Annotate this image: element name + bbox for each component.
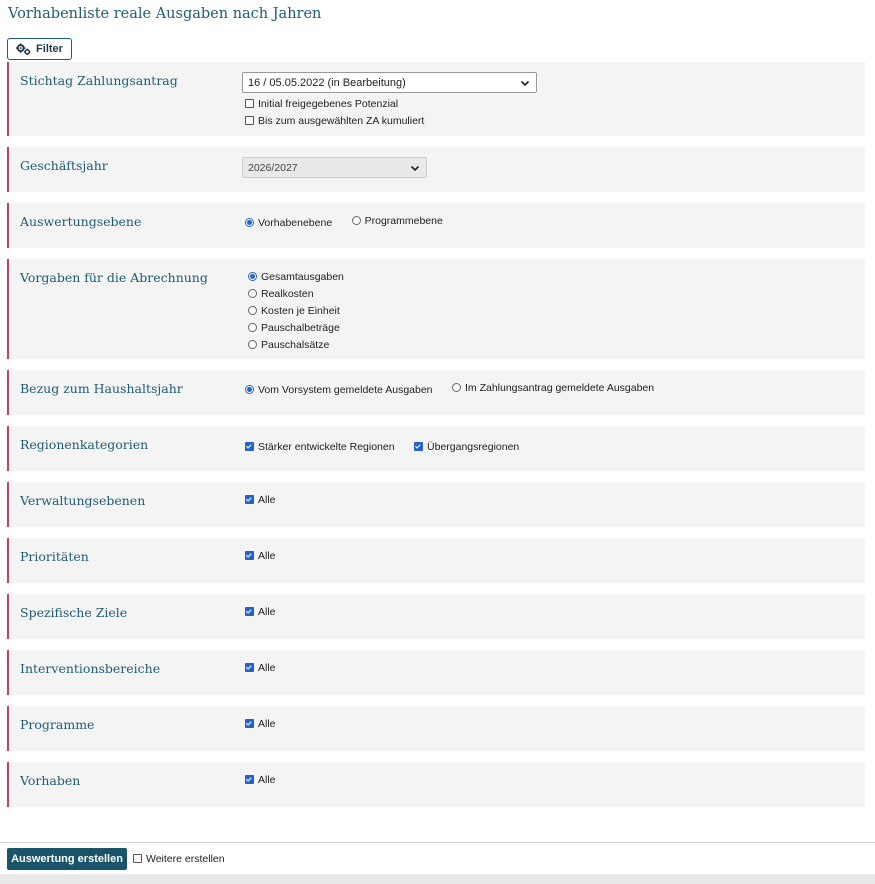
radio-button[interactable]	[245, 385, 254, 394]
checkbox-box[interactable]	[245, 99, 254, 108]
radio-button[interactable]	[248, 289, 257, 298]
checkbox-label: Weitere erstellen	[146, 852, 225, 865]
radio-button[interactable]	[248, 272, 257, 281]
radio-button[interactable]	[248, 306, 257, 315]
section-label: Vorhaben	[20, 773, 81, 788]
checkbox-label: Alle	[258, 661, 276, 674]
radio-button[interactable]	[245, 218, 254, 227]
section-programme	[7, 706, 865, 751]
section-label: Vorgaben für die Abrechnung	[20, 270, 208, 285]
filter-button-label: Filter	[36, 43, 63, 55]
checkbox-box[interactable]	[245, 719, 254, 728]
section-label: Spezifische Ziele	[20, 605, 128, 620]
radio-label: Im Zahlungsantrag gemeldete Ausgaben	[464, 381, 655, 394]
section-label: Verwaltungsebenen	[20, 493, 146, 508]
radio-button[interactable]	[248, 340, 257, 349]
checkbox-alle[interactable]	[242, 771, 276, 788]
section-label: Bezug zum Haushaltsjahr	[20, 381, 183, 396]
checkbox-label: Alle	[258, 493, 276, 506]
section-verwaltungsebenen	[7, 482, 865, 527]
section-interventionsbereiche	[7, 650, 865, 695]
checkbox-kumuliert[interactable]	[242, 112, 537, 129]
section-prioritaeten	[7, 538, 865, 583]
radio-label: Realkosten	[261, 287, 314, 300]
section-bezug	[7, 370, 865, 415]
chevron-down-icon	[410, 163, 420, 173]
horizontal-scrollbar[interactable]	[0, 874, 875, 884]
stichtag-select-value: 16 / 05.05.2022 (in Bearbeitung)	[248, 76, 406, 89]
chevron-down-icon	[520, 78, 530, 88]
radio-label: Pauschalbeträge	[261, 321, 340, 334]
section-spezifische-ziele	[7, 594, 865, 639]
radio-kosten-je-einheit[interactable]	[245, 302, 344, 319]
section-label: Auswertungsebene	[20, 214, 142, 229]
checkbox-weitere-erstellen[interactable]	[130, 850, 225, 867]
checkbox-box[interactable]	[245, 663, 254, 672]
checkbox-box[interactable]	[245, 607, 254, 616]
checkbox-box[interactable]	[414, 442, 423, 451]
radio-vorhabenebene[interactable]	[242, 214, 332, 231]
checkbox-alle[interactable]	[242, 491, 276, 508]
checkbox-uebergangsregionen[interactable]	[411, 438, 519, 455]
checkbox-label: Alle	[258, 773, 276, 786]
radio-label: Kosten je Einheit	[261, 304, 340, 317]
section-regionen	[7, 426, 865, 471]
filter-button[interactable]	[7, 38, 72, 60]
checkbox-box[interactable]	[245, 495, 254, 504]
section-vorgaben	[7, 259, 865, 359]
radio-pauschalsaetze[interactable]	[245, 336, 344, 353]
checkbox-box[interactable]	[245, 116, 254, 125]
stichtag-select[interactable]	[242, 72, 537, 93]
radio-label: Gesamtausgaben	[261, 270, 344, 283]
auswertung-erstellen-button[interactable]: Auswertung erstellen	[7, 848, 127, 870]
section-label: Regionenkategorien	[20, 437, 149, 452]
section-label: Programme	[20, 717, 95, 732]
radio-button[interactable]	[352, 216, 361, 225]
geschaeftsjahr-select-value: 2026/2027	[248, 161, 298, 174]
section-geschaeftsjahr	[7, 147, 865, 192]
checkbox-box[interactable]	[245, 775, 254, 784]
footer-divider	[0, 842, 875, 843]
radio-label: Pauschalsätze	[261, 338, 330, 351]
checkbox-alle[interactable]	[242, 659, 276, 676]
section-label: Geschäftsjahr	[20, 158, 108, 173]
radio-label: Vom Vorsystem gemeldete Ausgaben	[258, 383, 433, 396]
radio-pauschalbetraege[interactable]	[245, 319, 344, 336]
section-label: Prioritäten	[20, 549, 89, 564]
section-label: Stichtag Zahlungsantrag	[20, 73, 178, 88]
checkbox-box[interactable]	[245, 442, 254, 451]
page-title: Vorhabenliste reale Ausgaben nach Jahren	[8, 6, 322, 22]
section-auswertungsebene	[7, 203, 865, 248]
checkbox-box[interactable]	[245, 551, 254, 560]
checkbox-alle[interactable]	[242, 547, 276, 564]
checkbox-initial-potenzial[interactable]	[242, 95, 537, 112]
checkbox-label: Stärker entwickelte Regionen	[258, 440, 395, 453]
checkbox-label: Übergangsregionen	[427, 440, 520, 453]
section-vorhaben	[7, 762, 865, 807]
checkbox-staerker-entwickelt[interactable]	[242, 438, 395, 455]
checkbox-label: Initial freigegebenes Potenzial	[258, 97, 399, 110]
radio-button[interactable]	[248, 323, 257, 332]
section-label: Interventionsbereiche	[20, 661, 161, 676]
gears-icon	[16, 43, 31, 56]
radio-gesamtausgaben[interactable]	[245, 268, 344, 285]
radio-vorsystem[interactable]	[242, 381, 433, 398]
radio-programmebene[interactable]	[349, 212, 443, 229]
radio-realkosten[interactable]	[245, 285, 344, 302]
radio-button[interactable]	[452, 383, 461, 392]
geschaeftsjahr-select[interactable]	[242, 157, 427, 178]
radio-label: Programmebene	[364, 214, 443, 227]
checkbox-label: Alle	[258, 549, 276, 562]
section-stichtag	[7, 62, 865, 136]
radio-label: Vorhabenebene	[258, 216, 333, 229]
checkbox-label: Bis zum ausgewählten ZA kumuliert	[258, 114, 425, 127]
checkbox-alle[interactable]	[242, 603, 276, 620]
checkbox-alle[interactable]	[242, 715, 276, 732]
radio-zahlungsantrag[interactable]	[449, 379, 654, 396]
checkbox-label: Alle	[258, 717, 276, 730]
checkbox-label: Alle	[258, 605, 276, 618]
checkbox-box[interactable]	[133, 854, 142, 863]
